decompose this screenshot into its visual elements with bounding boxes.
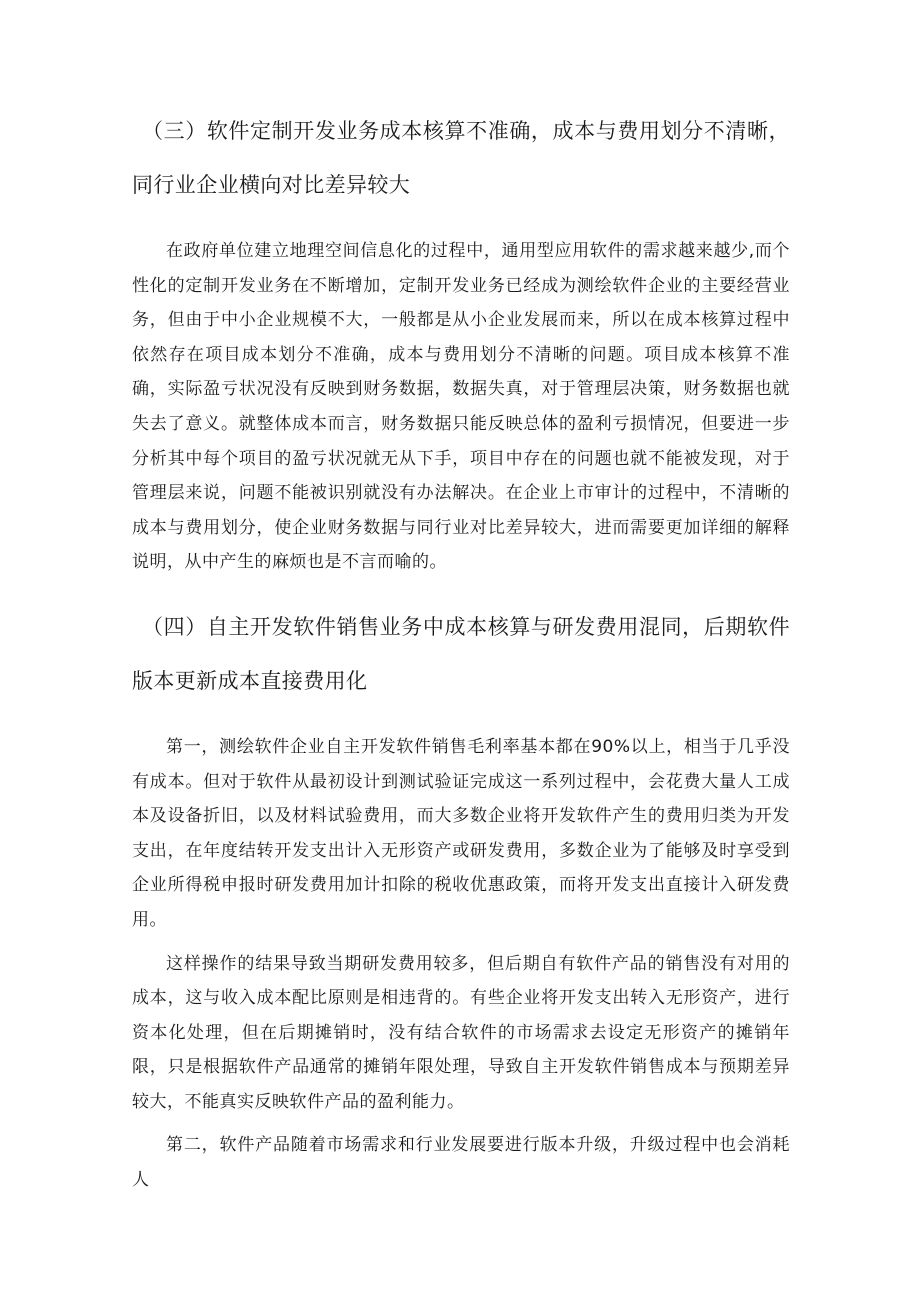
body-paragraph: 第二，软件产品随着市场需求和行业发展要进行版本升级，升级过程中也会消耗人 [132, 1135, 790, 1191]
body-paragraph: 第一，测绘软件企业自主开发软件销售毛利率基本都在90%以上，相当于几乎没有成本。但对于软件从最初设计到测试验证完成这一系列过程中，会花费大量人工成本及设备折旧，以及材料试验费用，而大多数企业将开发软件产生的费用归类为开发支出，在年度结转开发支出计入无形资产或研发费用，多数企业为了能够及时享受到企业所得税申报时研发费用加计扣除的税收优惠政策，而将开发支出直接计入研发费用。 [132, 736, 790, 930]
section-heading-3: （三）软件定制开发业务成本核算不准确，成本与费用划分不清晰，同行业企业横向对比差异较大 [132, 119, 790, 197]
body-paragraph: 这样操作的结果导致当期研发费用较多，但后期自有软件产品的销售没有对用的成本，这与收入成本配比原则是相违背的。有些企业将开发支出转入无形资产，进行资本化处理，但在后期摊销时，没有结合软件的市场需求去设定无形资产的摊销年限，只是根据软件产品通常的摊销年限处理，导致自主开发软件销售成本与预期差异较大，不能真实反映软件产品的盈利能力。 [132, 953, 790, 1112]
body-paragraph: 在政府单位建立地理空间信息化的过程中，通用型应用软件的需求越来越少,而个性化的定制开发业务在不断增加，定制开发业务已经成为测绘软件企业的主要经营业务，但由于中小企业规模不大，一般都是从小企业发展而来，所以在成本核算过程中依然存在项目成本划分不准确，成本与费用划分不清晰的问题。项目成本核算不准确，实际盈亏状况没有反映到财务数据，数据失真，对于管理层决策，财务数据也就失去了意义。就整体成本而言，财务数据只能反映总体的盈利亏损情况，但要进一步分析其中每个项目的盈亏状况就无从下手，项目中存在的问题也就不能被发现，对于管理层来说，问题不能被识别就没有办法解决。在企业上市审计的过程中，不清晰的成本与费用划分，使企业财务数据与同行业对比差异较大，进而需要更加详细的解释说明，从中产生的麻烦也是不言而喻的。 [132, 241, 790, 573]
document-body [132, 104, 790, 1198]
section-heading-4: （四）自主开发软件销售业务中成本核算与研发费用混同，后期软件版本更新成本直接费用化 [132, 614, 790, 693]
